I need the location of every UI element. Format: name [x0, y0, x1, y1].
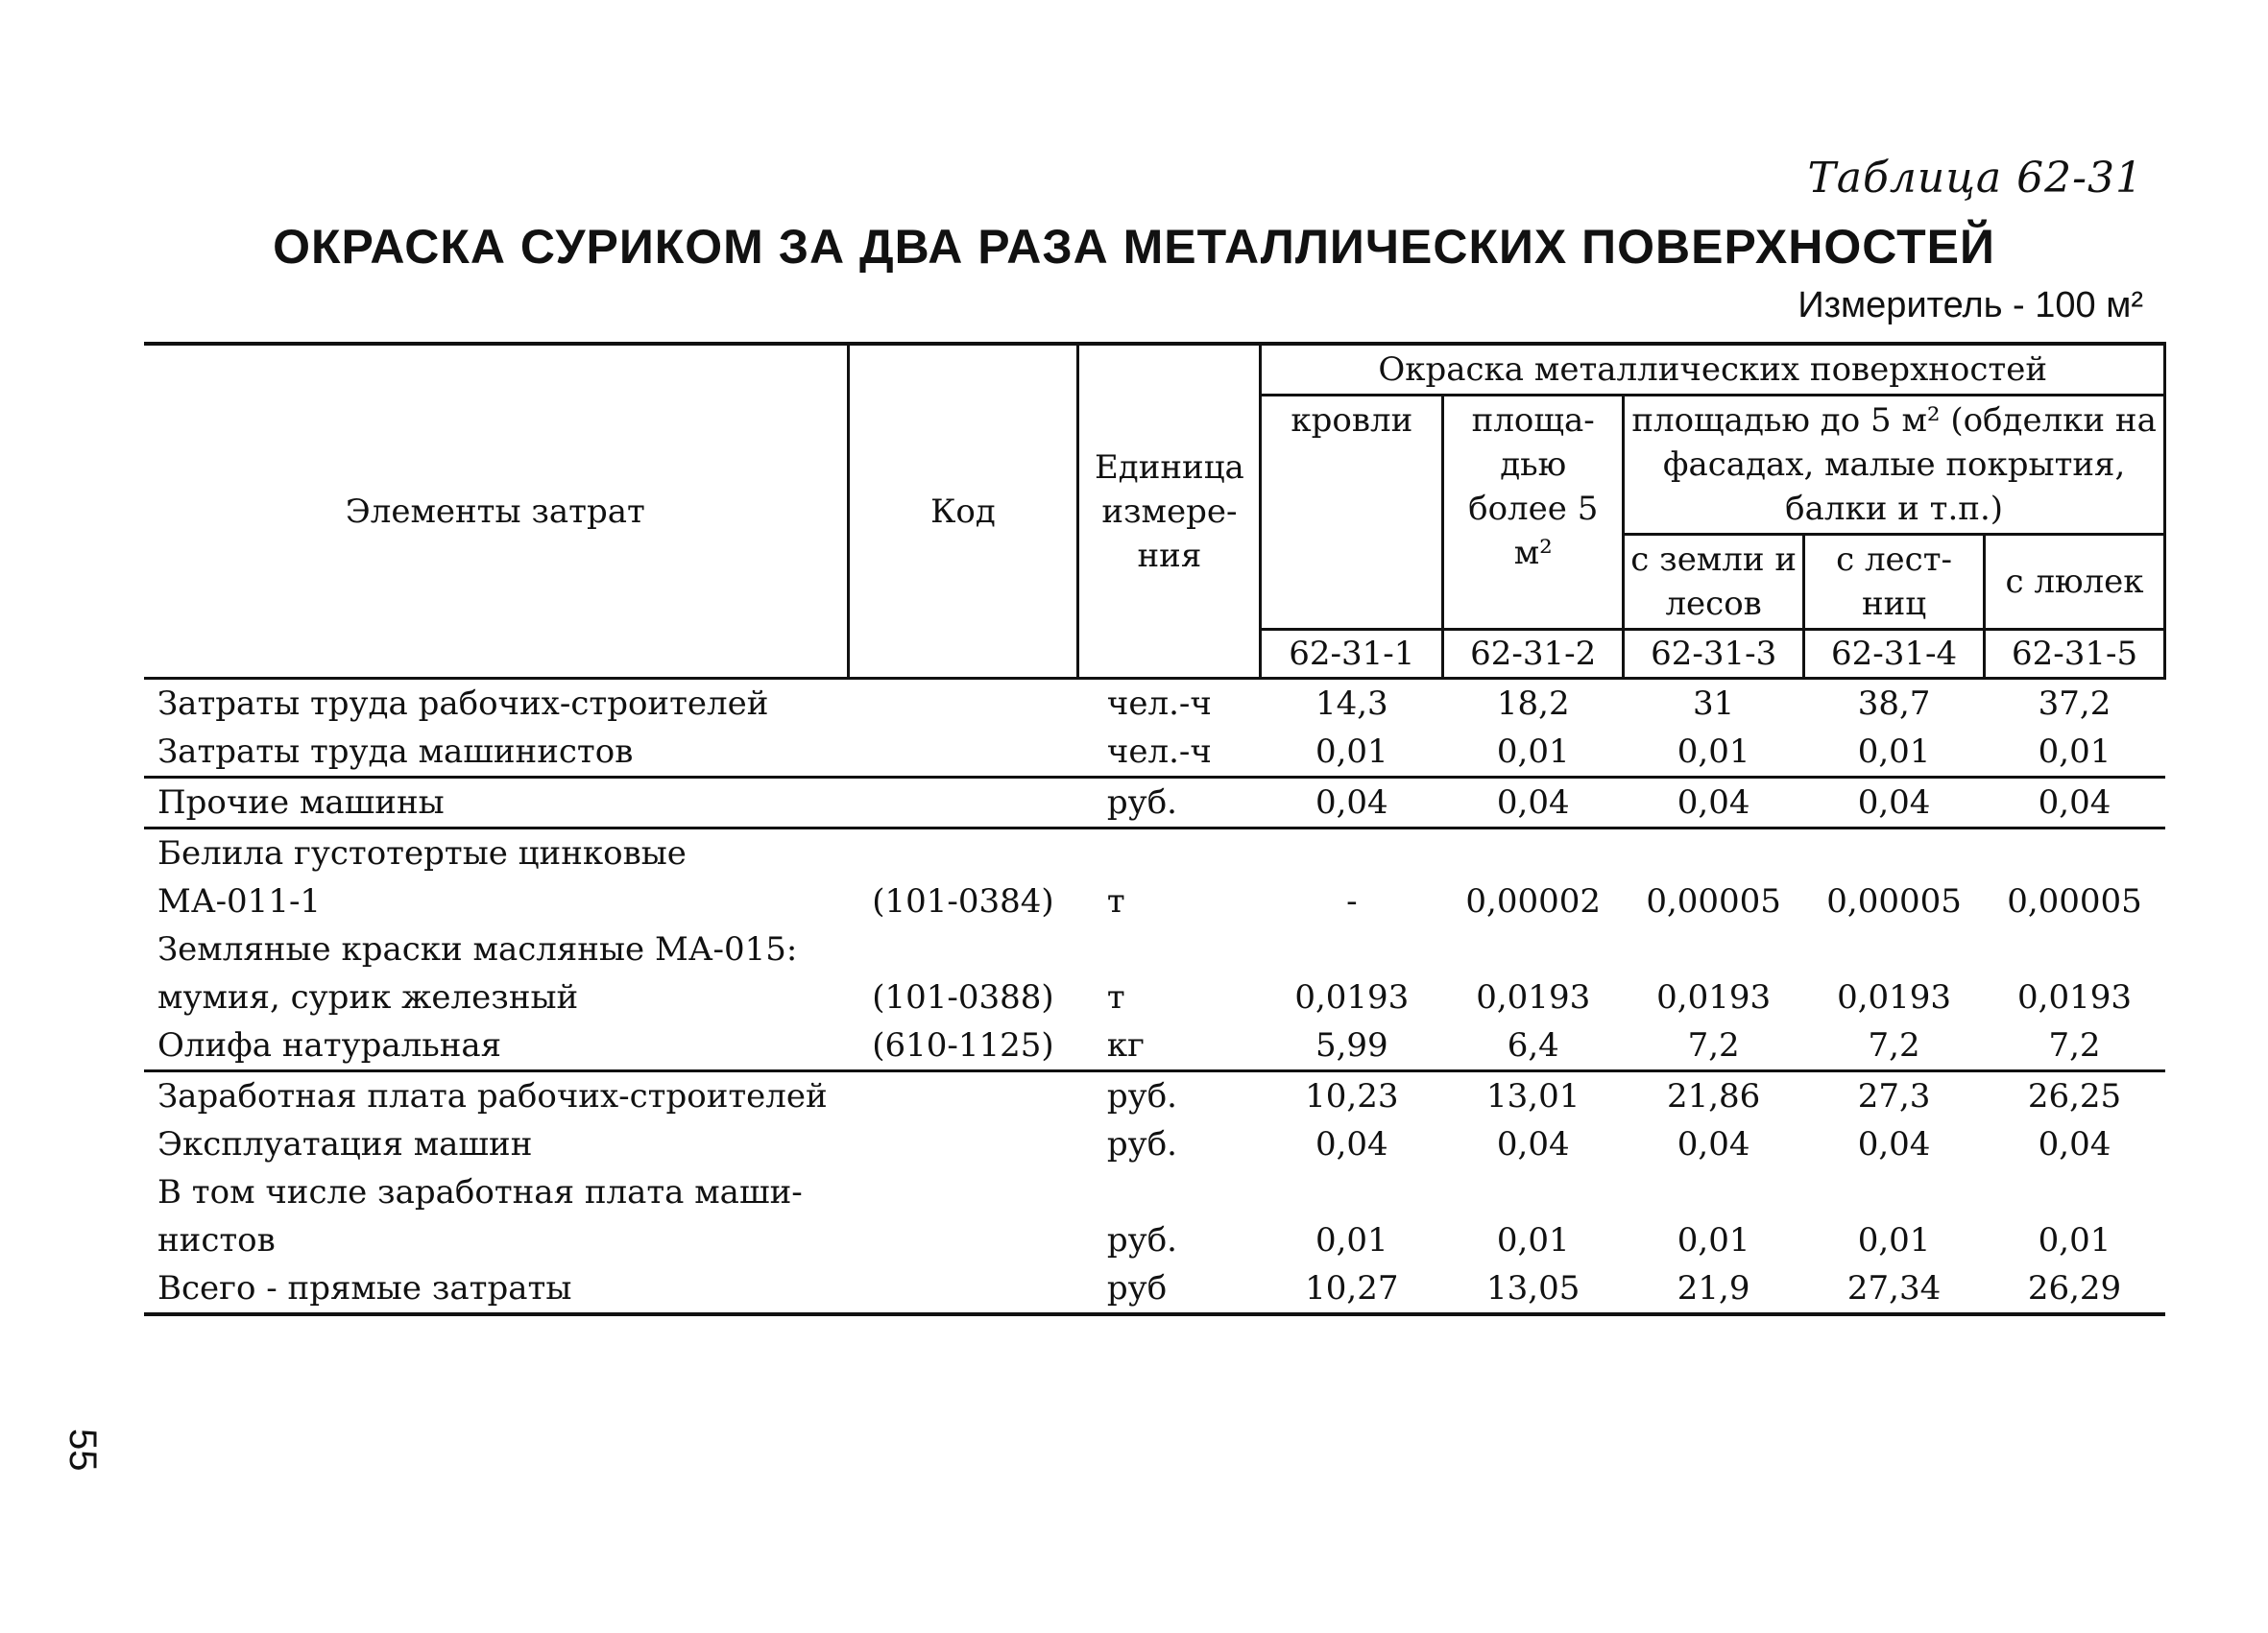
- row-name: Всего - прямые затраты: [157, 1269, 572, 1308]
- table-row: [144, 973, 2165, 1021]
- row-value: 38,7: [1857, 684, 1931, 723]
- row-value: [1624, 925, 1804, 973]
- row-value: 21,9: [1677, 1269, 1750, 1308]
- row-name: Земляные краски масляные МА-015:: [157, 930, 798, 969]
- row-value: 0,04: [1624, 778, 1804, 829]
- row-value: 0,01: [1261, 728, 1443, 778]
- row-code: (101-0388): [872, 978, 1054, 1017]
- row-code: [848, 829, 1078, 878]
- header-code: Код: [848, 344, 1078, 679]
- row-code: [848, 1120, 1078, 1168]
- row-value: 0,0193: [2017, 978, 2132, 1017]
- header-unit: Единица измере-ния: [1078, 344, 1261, 679]
- row-unit: руб: [1106, 1269, 1168, 1308]
- row-code: [848, 1216, 1078, 1264]
- row-value: 6,4: [1443, 1021, 1624, 1071]
- row-value: [1261, 1168, 1443, 1216]
- row-value: 0,0193: [1837, 978, 1952, 1017]
- table-row: [144, 1071, 2165, 1121]
- row-value: 0,04: [1677, 1125, 1750, 1164]
- table-row: [144, 679, 2165, 729]
- row-value: 0,04: [2038, 1125, 2111, 1164]
- page-title: ОКРАСКА СУРИКОМ ЗА ДВА РАЗА МЕТАЛЛИЧЕСКИХ ПОВЕРХНОСТЕЙ: [273, 220, 1995, 274]
- table-row: [144, 829, 2165, 878]
- header-code-2: 62-31-2: [1443, 630, 1624, 679]
- row-code: [848, 728, 1078, 778]
- row-value: 0,04: [1443, 778, 1624, 829]
- header-code-3: 62-31-3: [1624, 630, 1804, 679]
- row-unit: руб.: [1106, 1125, 1177, 1164]
- row-value: 0,01: [1443, 728, 1624, 778]
- row-value: [1985, 829, 2165, 878]
- row-name: Олифа натуральная: [144, 1021, 848, 1071]
- row-code: [848, 925, 1078, 973]
- row-code: [848, 679, 1078, 729]
- row-value: 0,00005: [2007, 882, 2142, 921]
- row-value: [1261, 925, 1443, 973]
- table-row: [144, 1264, 2165, 1314]
- row-value: 27,3: [1857, 1077, 1931, 1116]
- row-unit: [1078, 925, 1261, 973]
- row-name: Затраты труда рабочих-строителей: [157, 684, 769, 723]
- row-value: 0,04: [1985, 778, 2165, 829]
- row-value: [1443, 925, 1624, 973]
- row-value: 10,23: [1305, 1077, 1399, 1116]
- row-code: (610-1125): [848, 1021, 1078, 1071]
- row-code: [848, 1168, 1078, 1216]
- row-value: [1624, 829, 1804, 878]
- table-row: [144, 1168, 2165, 1216]
- row-value: 13,01: [1486, 1077, 1580, 1116]
- header-code-4: 62-31-4: [1804, 630, 1985, 679]
- row-value: 26,25: [2027, 1077, 2122, 1116]
- page-number: 55: [61, 1429, 104, 1472]
- row-code: [848, 1071, 1078, 1121]
- row-value: [1804, 925, 1985, 973]
- row-value: [1624, 1168, 1804, 1216]
- table-row: [144, 728, 2165, 778]
- row-value: 0,04: [1496, 1125, 1570, 1164]
- row-value: 7,2: [1985, 1021, 2165, 1071]
- cost-table: [144, 342, 2166, 1316]
- table-row: [144, 1216, 2165, 1264]
- row-unit: кг: [1078, 1021, 1261, 1071]
- row-value: 0,01: [1496, 1221, 1570, 1260]
- row-unit: руб.: [1106, 1221, 1177, 1260]
- row-unit: [1078, 1168, 1261, 1216]
- row-value: 10,27: [1305, 1269, 1399, 1308]
- row-unit: т: [1106, 882, 1125, 921]
- table-row: [144, 778, 2165, 829]
- table-row: [144, 1120, 2165, 1168]
- row-value: [1804, 1168, 1985, 1216]
- row-unit: руб.: [1078, 778, 1261, 829]
- row-value: 37,2: [2038, 684, 2111, 723]
- row-name: Затраты труда машинистов: [144, 728, 848, 778]
- row-value: [1443, 829, 1624, 878]
- row-unit: т: [1106, 978, 1125, 1017]
- table-row: [144, 1021, 2165, 1071]
- header-elements: Элементы затрат: [144, 344, 848, 679]
- row-value: 0,00005: [1646, 882, 1781, 921]
- row-value: [1985, 925, 2165, 973]
- row-value: 0,01: [1315, 1221, 1388, 1260]
- row-value: 7,2: [1804, 1021, 1985, 1071]
- row-value: -: [1346, 882, 1358, 921]
- row-value: 21,86: [1666, 1077, 1761, 1116]
- row-value: 0,04: [1261, 778, 1443, 829]
- row-value: 0,01: [1677, 1221, 1750, 1260]
- header-code-1: 62-31-1: [1261, 630, 1443, 679]
- row-value: 31: [1693, 684, 1735, 723]
- row-value: 13,05: [1486, 1269, 1580, 1308]
- row-unit: руб.: [1106, 1077, 1177, 1116]
- header-roofs: кровли: [1261, 396, 1443, 630]
- row-value: 26,29: [2027, 1269, 2122, 1308]
- row-value: 0,0193: [1476, 978, 1591, 1017]
- row-value: 27,34: [1846, 1269, 1942, 1308]
- row-name: В том числе заработная плата маши-: [157, 1173, 803, 1212]
- row-value: 18,2: [1496, 684, 1570, 723]
- header-from-cradles: с люлек: [1985, 535, 2165, 630]
- row-unit: чел.-ч: [1106, 684, 1212, 723]
- row-value: 0,01: [1857, 1221, 1931, 1260]
- header-from-ladders: с лест-ниц: [1804, 535, 1985, 630]
- row-value: [1443, 1168, 1624, 1216]
- row-value: 0,01: [1804, 728, 1985, 778]
- row-value: 0,0193: [1656, 978, 1772, 1017]
- row-name: МА-011-1: [157, 882, 322, 921]
- row-value: [1804, 829, 1985, 878]
- row-value: 0,04: [1315, 1125, 1388, 1164]
- row-value: 0,01: [1624, 728, 1804, 778]
- row-value: 0,01: [2038, 1221, 2111, 1260]
- row-unit: [1078, 829, 1261, 878]
- row-value: 0,04: [1857, 1125, 1931, 1164]
- row-name: Белила густотертые цинковые: [157, 834, 687, 873]
- row-name: Заработная плата рабочих-строителей: [157, 1077, 828, 1116]
- row-value: 7,2: [1624, 1021, 1804, 1071]
- row-value: 0,00002: [1465, 882, 1602, 921]
- row-name: нистов: [157, 1221, 276, 1260]
- measure-unit: Измеритель - 100 м²: [1798, 285, 2143, 325]
- table-row: [144, 925, 2165, 973]
- row-value: 0,01: [1985, 728, 2165, 778]
- row-value: 5,99: [1261, 1021, 1443, 1071]
- row-value: [1985, 1168, 2165, 1216]
- row-value: 0,00005: [1826, 882, 1962, 921]
- row-name: Прочие машины: [144, 778, 848, 829]
- row-code: (101-0384): [872, 882, 1054, 921]
- header-area-upto: площадью до 5 м² (обделки на фасадах, малые покрытия, балки и т.п.): [1624, 396, 2165, 535]
- table-row: [144, 877, 2165, 925]
- row-value: 0,04: [1804, 778, 1985, 829]
- row-value: [1261, 829, 1443, 878]
- header-area-over: площа-дью более 5 м²: [1443, 396, 1624, 630]
- row-code: [848, 1264, 1078, 1314]
- row-unit: чел.-ч: [1078, 728, 1261, 778]
- table-number: Таблица 62-31: [1807, 154, 2143, 203]
- header-code-5: 62-31-5: [1985, 630, 2165, 679]
- row-name: мумия, сурик железный: [157, 978, 579, 1017]
- row-name: Эксплуатация машин: [157, 1125, 533, 1164]
- header-from-ground: с земли и лесов: [1624, 535, 1804, 630]
- row-code: [848, 778, 1078, 829]
- row-value: 0,0193: [1294, 978, 1410, 1017]
- row-value: 14,3: [1315, 684, 1388, 723]
- header-group: Окраска металлических поверхностей: [1261, 344, 2165, 396]
